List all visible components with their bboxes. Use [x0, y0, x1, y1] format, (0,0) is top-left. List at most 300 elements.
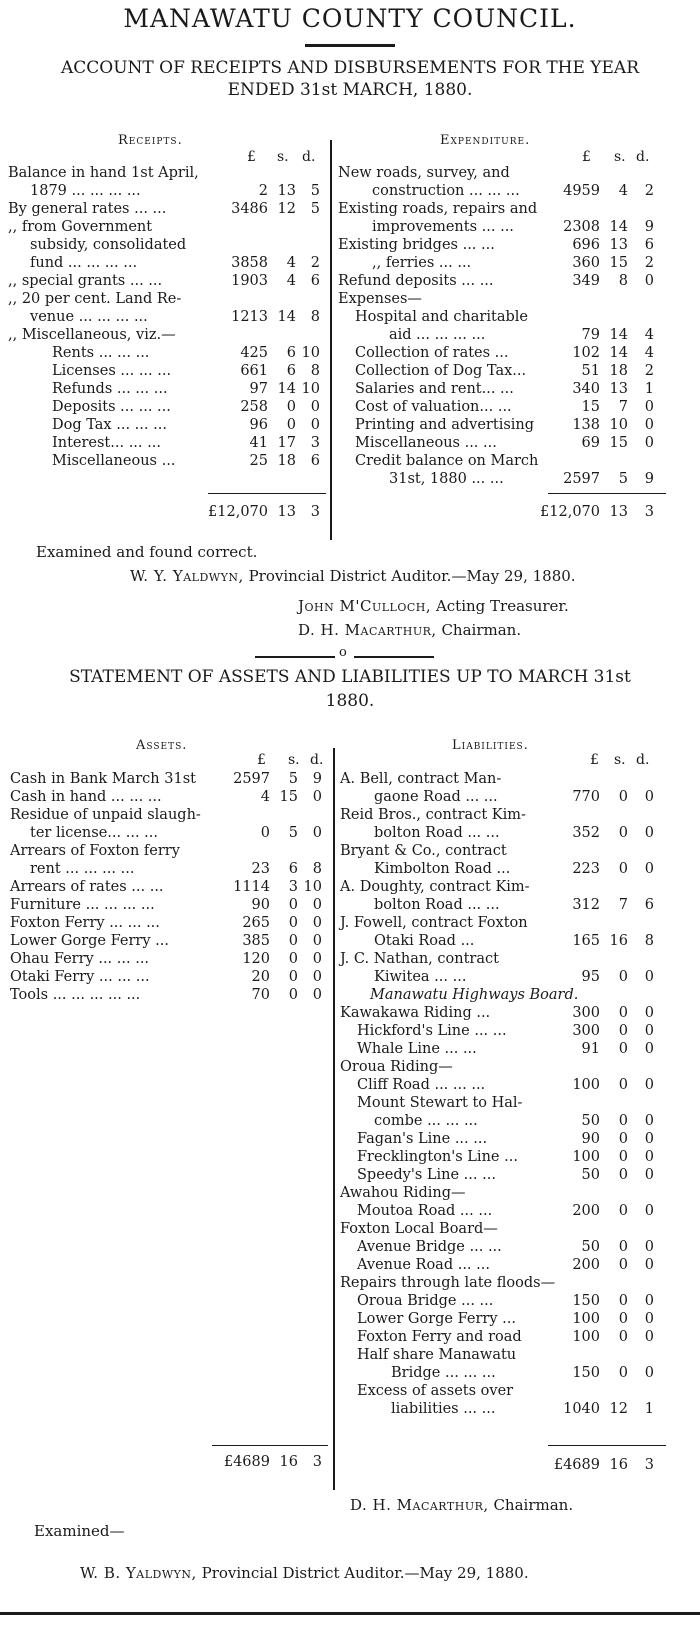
account-chairman-signature [298, 621, 521, 639]
receipts-row-label: Miscellaneous ... [52, 453, 176, 469]
receipts-row-pence: 10 [301, 345, 320, 361]
expenditure-row-pounds: 349 [572, 273, 600, 289]
account-auditor-signature [130, 567, 576, 585]
liabilities-row-pence: 0 [644, 1311, 654, 1327]
assets-row-pounds: 385 [242, 933, 270, 949]
account-auditor-name: W. Y. Yaldwyn, [130, 567, 244, 585]
liabilities-row-label: liabilities ... ... [391, 1401, 496, 1417]
liabilities-row-pence: 0 [644, 1293, 654, 1309]
expenditure-row-pounds: 102 [572, 345, 600, 361]
receipts-row-shillings: 12 [277, 201, 296, 217]
receipts-shilling-label: s. [277, 149, 289, 165]
liabilities-row-label: Foxton Ferry and road [357, 1329, 522, 1345]
expenditure-row-label: Collection of rates ... [355, 345, 509, 361]
liabilities-row-shillings: 0 [618, 969, 628, 985]
receipts-row-label: venue ... ... ... ... [30, 309, 148, 325]
liabilities-row-shillings: 0 [618, 1023, 628, 1039]
liabilities-row-pounds: 300 [572, 1005, 600, 1021]
receipts-row-label: ,, Miscellaneous, viz.— [8, 327, 176, 343]
liabilities-row-pence: 0 [644, 1203, 654, 1219]
assets-row-shillings: 5 [288, 771, 298, 787]
expenditure-row-pence: 6 [644, 237, 654, 253]
bottom-rule [0, 1612, 700, 1615]
assets-row-pence: 0 [312, 933, 322, 949]
expenditure-row-shillings: 14 [609, 345, 628, 361]
liabilities-row-label: A. Bell, contract Man- [340, 771, 502, 787]
liabilities-row-shillings: 16 [609, 933, 628, 949]
assets-row-shillings: 0 [288, 933, 298, 949]
section-divider-mark: o [339, 645, 347, 660]
expenditure-row-label: Expenses— [338, 291, 422, 307]
liabilities-row-label: Kimbolton Road ... [374, 861, 511, 877]
liabilities-row-label: Reid Bros., contract Kim- [340, 807, 526, 823]
expenditure-row-pounds: 340 [572, 381, 600, 397]
liabilities-row-shillings: 0 [618, 1365, 628, 1381]
receipts-row-pounds: 425 [240, 345, 268, 361]
receipts-row-pence: 6 [310, 453, 320, 469]
assets-row-pounds: 120 [242, 951, 270, 967]
liabilities-shilling-label: s. [614, 752, 626, 768]
section-divider-right [354, 656, 434, 658]
liabilities-row-pounds: 90 [581, 1131, 600, 1147]
liabilities-row-label: Manawatu Highways Board. [370, 987, 579, 1003]
receipts-row-label: By general rates ... ... [8, 201, 167, 217]
expenditure-total-pounds: £12,070 [540, 504, 600, 520]
receipts-row-label: ,, special grants ... ... [8, 273, 163, 289]
liabilities-row-pounds: 200 [572, 1257, 600, 1273]
expenditure-row-shillings: 13 [609, 237, 628, 253]
assets-row-pence: 0 [312, 825, 322, 841]
expenditure-row-shillings: 15 [609, 435, 628, 451]
statement-heading-line1: STATEMENT OF ASSETS AND LIABILITIES UP TO MARCH 31st [69, 667, 631, 687]
assets-row-pence: 0 [312, 969, 322, 985]
liabilities-header: Liabilities. [452, 738, 529, 753]
receipts-total-shillings: 13 [277, 504, 296, 520]
liabilities-row-pence: 0 [644, 1329, 654, 1345]
liabilities-row-pence: 0 [644, 789, 654, 805]
expenditure-row-shillings: 8 [618, 273, 628, 289]
statement-chairman-title: Chairman. [493, 1496, 574, 1514]
expenditure-row-pounds: 15 [581, 399, 600, 415]
assets-pence-label: d. [310, 752, 324, 768]
receipts-row-shillings: 0 [286, 417, 296, 433]
liabilities-total-rule [548, 1445, 666, 1446]
liabilities-row-pounds: 91 [581, 1041, 600, 1057]
statement-examined-note: Examined— [34, 1522, 125, 1540]
expenditure-row-label: Refund deposits ... ... [338, 273, 494, 289]
liabilities-row-label: Moutoa Road ... ... [357, 1203, 493, 1219]
expenditure-header: Expenditure. [440, 133, 531, 148]
liabilities-row-label: Kawakawa Riding ... [340, 1005, 491, 1021]
liabilities-row-label: Lower Gorge Ferry ... [357, 1311, 516, 1327]
liabilities-row-label: Bridge ... ... ... [391, 1365, 496, 1381]
assets-shilling-label: s. [288, 752, 300, 768]
liabilities-row-label: gaone Road ... ... [374, 789, 498, 805]
assets-row-label: Lower Gorge Ferry ... [10, 933, 169, 949]
liabilities-row-pence: 8 [644, 933, 654, 949]
receipts-header: Receipts. [118, 133, 183, 148]
receipts-row-pounds: 96 [249, 417, 268, 433]
liabilities-row-pence: 1 [644, 1401, 654, 1417]
liabilities-row-shillings: 0 [618, 1113, 628, 1129]
assets-row-label: Arrears of rates ... ... [10, 879, 164, 895]
receipts-row-pence: 5 [310, 183, 320, 199]
expenditure-row-pounds: 138 [572, 417, 600, 433]
assets-row-shillings: 0 [288, 915, 298, 931]
receipts-row-shillings: 14 [277, 309, 296, 325]
receipts-row-label: subsidy, consolidated [30, 237, 187, 253]
liabilities-row-pounds: 300 [572, 1023, 600, 1039]
receipts-row-shillings: 17 [277, 435, 296, 451]
liabilities-row-pence: 0 [644, 861, 654, 877]
assets-row-label: rent ... ... ... ... [30, 861, 135, 877]
expenditure-row-label: Salaries and rent... ... [355, 381, 514, 397]
expenditure-row-shillings: 5 [618, 471, 628, 487]
liabilities-row-label: Whale Line ... ... [357, 1041, 477, 1057]
liabilities-row-pounds: 100 [572, 1077, 600, 1093]
expenditure-total-shillings: 13 [609, 504, 628, 520]
liabilities-row-label: combe ... ... ... [374, 1113, 478, 1129]
liabilities-row-pence: 0 [644, 1239, 654, 1255]
expenditure-row-pence: 9 [644, 471, 654, 487]
liabilities-row-pounds: 200 [572, 1203, 600, 1219]
assets-row-label: Arrears of Foxton ferry [10, 843, 180, 859]
expenditure-row-label: ,, ferries ... ... [372, 255, 472, 271]
receipts-row-label: Deposits ... ... ... [52, 399, 171, 415]
expenditure-row-label: Miscellaneous ... ... [355, 435, 497, 451]
receipts-row-pounds: 2 [258, 183, 268, 199]
receipts-total-rule [208, 493, 326, 494]
liabilities-row-pence: 0 [644, 1131, 654, 1147]
liabilities-row-pounds: 1040 [563, 1401, 600, 1417]
expenditure-total-pence: 3 [644, 504, 654, 520]
liabilities-row-label: A. Doughty, contract Kim- [340, 879, 530, 895]
receipts-row-label: Licenses ... ... ... [52, 363, 172, 379]
statement-auditor-name: W. B. Yaldwyn, [80, 1564, 197, 1582]
assets-row-label: Cash in Bank March 31st [10, 771, 196, 787]
expenditure-row-label: Existing bridges ... ... [338, 237, 495, 253]
liabilities-row-pence: 0 [644, 1077, 654, 1093]
expenditure-row-label: improvements ... ... [372, 219, 514, 235]
liabilities-row-label: Avenue Road ... ... [357, 1257, 490, 1273]
expenditure-row-shillings: 13 [609, 381, 628, 397]
liabilities-row-label: Awahou Riding— [340, 1185, 466, 1201]
liabilities-row-shillings: 0 [618, 1005, 628, 1021]
account-heading-line1: ACCOUNT OF RECEIPTS AND DISBURSEMENTS FOR THE YEAR [60, 58, 640, 78]
liabilities-row-pence: 0 [644, 825, 654, 841]
treasurer-name: John M'Culloch, [298, 597, 432, 615]
assets-row-shillings: 3 [288, 879, 298, 895]
title-divider [305, 44, 395, 47]
expenditure-shilling-label: s. [614, 149, 626, 165]
expenditure-total-rule [548, 493, 666, 494]
expenditure-row-label: aid ... ... ... ... [389, 327, 486, 343]
receipts-row-pence: 8 [310, 363, 320, 379]
liabilities-row-shillings: 0 [618, 1293, 628, 1309]
receipts-row-pounds: 25 [249, 453, 268, 469]
liabilities-row-shillings: 0 [618, 1203, 628, 1219]
assets-row-pence: 10 [303, 879, 322, 895]
liabilities-row-label: Fagan's Line ... ... [357, 1131, 488, 1147]
liabilities-row-pounds: 150 [572, 1365, 600, 1381]
expenditure-row-pence: 2 [644, 363, 654, 379]
liabilities-row-shillings: 0 [618, 1257, 628, 1273]
receipts-row-pence: 6 [310, 273, 320, 289]
account-chairman-name: D. H. Macarthur, [298, 621, 437, 639]
liabilities-row-shillings: 0 [618, 1239, 628, 1255]
assets-row-pence: 0 [312, 951, 322, 967]
statement-chairman-signature [350, 1496, 573, 1514]
receipts-row-pence: 2 [310, 255, 320, 271]
liabilities-row-pounds: 100 [572, 1329, 600, 1345]
assets-total-pence: 3 [312, 1454, 322, 1470]
account-auditor-title: Provincial District Auditor.—May 29, 1880. [248, 567, 576, 585]
receipts-pence-label: d. [302, 149, 316, 165]
liabilities-row-pence: 0 [644, 1257, 654, 1273]
assets-row-pounds: 2597 [233, 771, 270, 787]
statement-chairman-name: D. H. Macarthur, [350, 1496, 489, 1514]
expenditure-row-pence: 0 [644, 273, 654, 289]
liabilities-row-shillings: 0 [618, 1041, 628, 1057]
liabilities-row-pounds: 100 [572, 1149, 600, 1165]
receipts-row-label: Balance in hand 1st April, [8, 165, 199, 181]
liabilities-row-pounds: 165 [572, 933, 600, 949]
expenditure-row-pounds: 2597 [563, 471, 600, 487]
liabilities-total-shillings: 16 [609, 1457, 628, 1473]
expenditure-row-pence: 0 [644, 417, 654, 433]
liabilities-row-label: J. Fowell, contract Foxton [340, 915, 528, 931]
treasurer-signature [298, 597, 569, 615]
assets-row-pence: 0 [312, 897, 322, 913]
statement-heading-line2: 1880. [325, 691, 375, 711]
receipts-row-shillings: 6 [286, 345, 296, 361]
expenditure-row-label: Cost of valuation... ... [355, 399, 512, 415]
expenditure-row-pounds: 51 [581, 363, 600, 379]
receipts-row-pence: 10 [301, 381, 320, 397]
expenditure-row-pence: 1 [644, 381, 654, 397]
expenditure-row-pence: 4 [644, 345, 654, 361]
assets-total-rule [212, 1445, 328, 1446]
liabilities-row-shillings: 0 [618, 861, 628, 877]
liabilities-row-pounds: 352 [572, 825, 600, 841]
liabilities-row-shillings: 0 [618, 1329, 628, 1345]
receipts-row-pounds: 1903 [231, 273, 268, 289]
assets-row-shillings: 0 [288, 897, 298, 913]
assets-row-label: ter license... ... ... [30, 825, 158, 841]
liabilities-row-pounds: 770 [572, 789, 600, 805]
assets-row-label: Furniture ... ... ... ... [10, 897, 155, 913]
expenditure-row-label: construction ... ... ... [372, 183, 520, 199]
receipts-row-shillings: 4 [286, 255, 296, 271]
liabilities-row-label: Half share Manawatu [357, 1347, 517, 1363]
assets-total-shillings: 16 [279, 1454, 298, 1470]
receipts-row-shillings: 0 [286, 399, 296, 415]
receipts-row-pence: 8 [310, 309, 320, 325]
liabilities-row-shillings: 0 [618, 1131, 628, 1147]
receipts-row-shillings: 13 [277, 183, 296, 199]
liabilities-row-pounds: 150 [572, 1293, 600, 1309]
liabilities-row-label: Hickford's Line ... ... [357, 1023, 507, 1039]
assets-header: Assets. [136, 738, 188, 753]
expenditure-row-pounds: 696 [572, 237, 600, 253]
receipts-row-pence: 5 [310, 201, 320, 217]
liabilities-row-label: Otaki Road ... [374, 933, 475, 949]
assets-row-pence: 0 [312, 987, 322, 1003]
assets-row-pounds: 90 [251, 897, 270, 913]
liabilities-row-pounds: 100 [572, 1311, 600, 1327]
liabilities-row-pence: 0 [644, 1149, 654, 1165]
assets-total-pounds: £4689 [223, 1454, 270, 1470]
receipts-row-pence: 0 [310, 417, 320, 433]
liabilities-pence-label: d. [636, 752, 650, 768]
expenditure-row-label: New roads, survey, and [338, 165, 510, 181]
expenditure-row-shillings: 15 [609, 255, 628, 271]
expenditure-row-shillings: 4 [618, 183, 628, 199]
expenditure-row-label: Collection of Dog Tax... [355, 363, 527, 379]
assets-row-pence: 0 [312, 789, 322, 805]
liabilities-row-label: Cliff Road ... ... ... [357, 1077, 486, 1093]
liabilities-row-label: J. C. Nathan, contract [340, 951, 499, 967]
receipts-row-label: Interest... ... ... [52, 435, 161, 451]
liabilities-row-label: Frecklington's Line ... [357, 1149, 518, 1165]
liabilities-row-pounds: 95 [581, 969, 600, 985]
assets-row-label: Residue of unpaid slaugh- [10, 807, 201, 823]
assets-row-pence: 0 [312, 915, 322, 931]
statement-auditor-title: Provincial District Auditor.—May 29, 1880. [201, 1564, 529, 1582]
liabilities-row-label: Repairs through late floods— [340, 1275, 556, 1291]
expenditure-row-label: 31st, 1880 ... ... [389, 471, 504, 487]
assets-row-pounds: 20 [251, 969, 270, 985]
liabilities-row-pence: 0 [644, 1005, 654, 1021]
assets-pound-label: £ [257, 752, 266, 768]
assets-row-label: Foxton Ferry ... ... ... [10, 915, 160, 931]
liabilities-row-pence: 0 [644, 1023, 654, 1039]
liabilities-row-shillings: 0 [618, 1149, 628, 1165]
liabilities-row-shillings: 0 [618, 1167, 628, 1183]
section-divider-left [255, 656, 335, 658]
receipts-row-pounds: 3858 [231, 255, 268, 271]
assets-row-pounds: 265 [242, 915, 270, 931]
expenditure-row-pounds: 2308 [563, 219, 600, 235]
assets-row-pounds: 1114 [233, 879, 270, 895]
receipts-row-shillings: 18 [277, 453, 296, 469]
liabilities-pound-label: £ [590, 752, 599, 768]
receipts-row-pounds: 258 [240, 399, 268, 415]
assets-row-label: Ohau Ferry ... ... ... [10, 951, 150, 967]
liabilities-row-label: Bryant & Co., contract [340, 843, 507, 859]
page-title: MANAWATU COUNTY COUNCIL. [123, 4, 577, 33]
liabilities-row-shillings: 0 [618, 1311, 628, 1327]
liabilities-row-label: Oroua Bridge ... ... [357, 1293, 494, 1309]
assets-row-shillings: 15 [279, 789, 298, 805]
expenditure-row-pence: 4 [644, 327, 654, 343]
expenditure-row-pence: 2 [644, 255, 654, 271]
liabilities-total-pounds: £4689 [553, 1457, 600, 1473]
assets-row-pounds: 23 [251, 861, 270, 877]
liabilities-row-label: Speedy's Line ... ... [357, 1167, 496, 1183]
receipts-row-label: 1879 ... ... ... ... [30, 183, 141, 199]
receipts-row-shillings: 4 [286, 273, 296, 289]
receipts-row-pounds: 1213 [231, 309, 268, 325]
expenditure-row-pounds: 4959 [563, 183, 600, 199]
liabilities-row-label: Oroua Riding— [340, 1059, 453, 1075]
receipts-total-pence: 3 [310, 504, 320, 520]
liabilities-row-shillings: 0 [618, 1077, 628, 1093]
assets-row-label: Otaki Ferry ... ... ... [10, 969, 150, 985]
expenditure-row-pounds: 69 [581, 435, 600, 451]
account-heading-line2: ENDED 31st MARCH, 1880. [227, 80, 473, 100]
receipts-row-pence: 0 [310, 399, 320, 415]
expenditure-row-label: Credit balance on March [355, 453, 539, 469]
receipts-row-pence: 3 [310, 435, 320, 451]
liabilities-row-label: Avenue Bridge ... ... [357, 1239, 502, 1255]
liabilities-row-shillings: 0 [618, 789, 628, 805]
expenditure-row-pence: 2 [644, 183, 654, 199]
receipts-row-pounds: 41 [249, 435, 268, 451]
receipts-row-label: Dog Tax ... ... ... [52, 417, 167, 433]
assets-row-label: Cash in hand ... ... ... [10, 789, 162, 805]
treasurer-title: Acting Treasurer. [435, 597, 569, 615]
expenditure-row-pence: 9 [644, 219, 654, 235]
assets-row-pence: 9 [312, 771, 322, 787]
liabilities-row-pounds: 223 [572, 861, 600, 877]
assets-row-pounds: 0 [260, 825, 270, 841]
liabilities-row-label: bolton Road ... ... [374, 825, 500, 841]
receipts-total-pounds: £12,070 [208, 504, 268, 520]
assets-row-shillings: 0 [288, 987, 298, 1003]
expenditure-row-pounds: 360 [572, 255, 600, 271]
expenditure-row-label: Hospital and charitable [355, 309, 528, 325]
expenditure-row-shillings: 18 [609, 363, 628, 379]
assets-row-shillings: 0 [288, 969, 298, 985]
liabilities-row-label: Excess of assets over [357, 1383, 514, 1399]
liabilities-row-label: Mount Stewart to Hal- [357, 1095, 523, 1111]
assets-row-label: Tools ... ... ... ... ... [10, 987, 141, 1003]
expenditure-pence-label: d. [636, 149, 650, 165]
liabilities-row-pence: 0 [644, 969, 654, 985]
expenditure-row-label: Printing and advertising [355, 417, 535, 433]
assets-row-shillings: 5 [288, 825, 298, 841]
liabilities-row-pence: 0 [644, 1041, 654, 1057]
liabilities-row-pounds: 50 [581, 1113, 600, 1129]
liabilities-row-pence: 0 [644, 1365, 654, 1381]
statement-auditor-signature [80, 1564, 529, 1582]
receipts-row-label: ,, 20 per cent. Land Re- [8, 291, 182, 307]
liabilities-row-pence: 0 [644, 1113, 654, 1129]
liabilities-total-pence: 3 [644, 1457, 654, 1473]
statement-column-divider [333, 748, 335, 1490]
liabilities-row-pounds: 50 [581, 1239, 600, 1255]
receipts-row-pounds: 3486 [231, 201, 268, 217]
liabilities-row-shillings: 7 [618, 897, 628, 913]
assets-row-shillings: 0 [288, 951, 298, 967]
receipts-row-pounds: 661 [240, 363, 268, 379]
expenditure-pound-label: £ [582, 149, 591, 165]
liabilities-row-pence: 0 [644, 1167, 654, 1183]
liabilities-row-pounds: 50 [581, 1167, 600, 1183]
receipts-row-label: Refunds ... ... ... [52, 381, 168, 397]
expenditure-row-label: Existing roads, repairs and [338, 201, 538, 217]
account-examined-note: Examined and found correct. [36, 543, 258, 561]
liabilities-row-pounds: 312 [572, 897, 600, 913]
account-column-divider [330, 140, 332, 540]
receipts-pound-label: £ [247, 149, 256, 165]
assets-row-pounds: 70 [251, 987, 270, 1003]
expenditure-row-shillings: 7 [618, 399, 628, 415]
receipts-row-label: ,, from Government [8, 219, 153, 235]
liabilities-row-shillings: 12 [609, 1401, 628, 1417]
account-chairman-title: Chairman. [441, 621, 522, 639]
